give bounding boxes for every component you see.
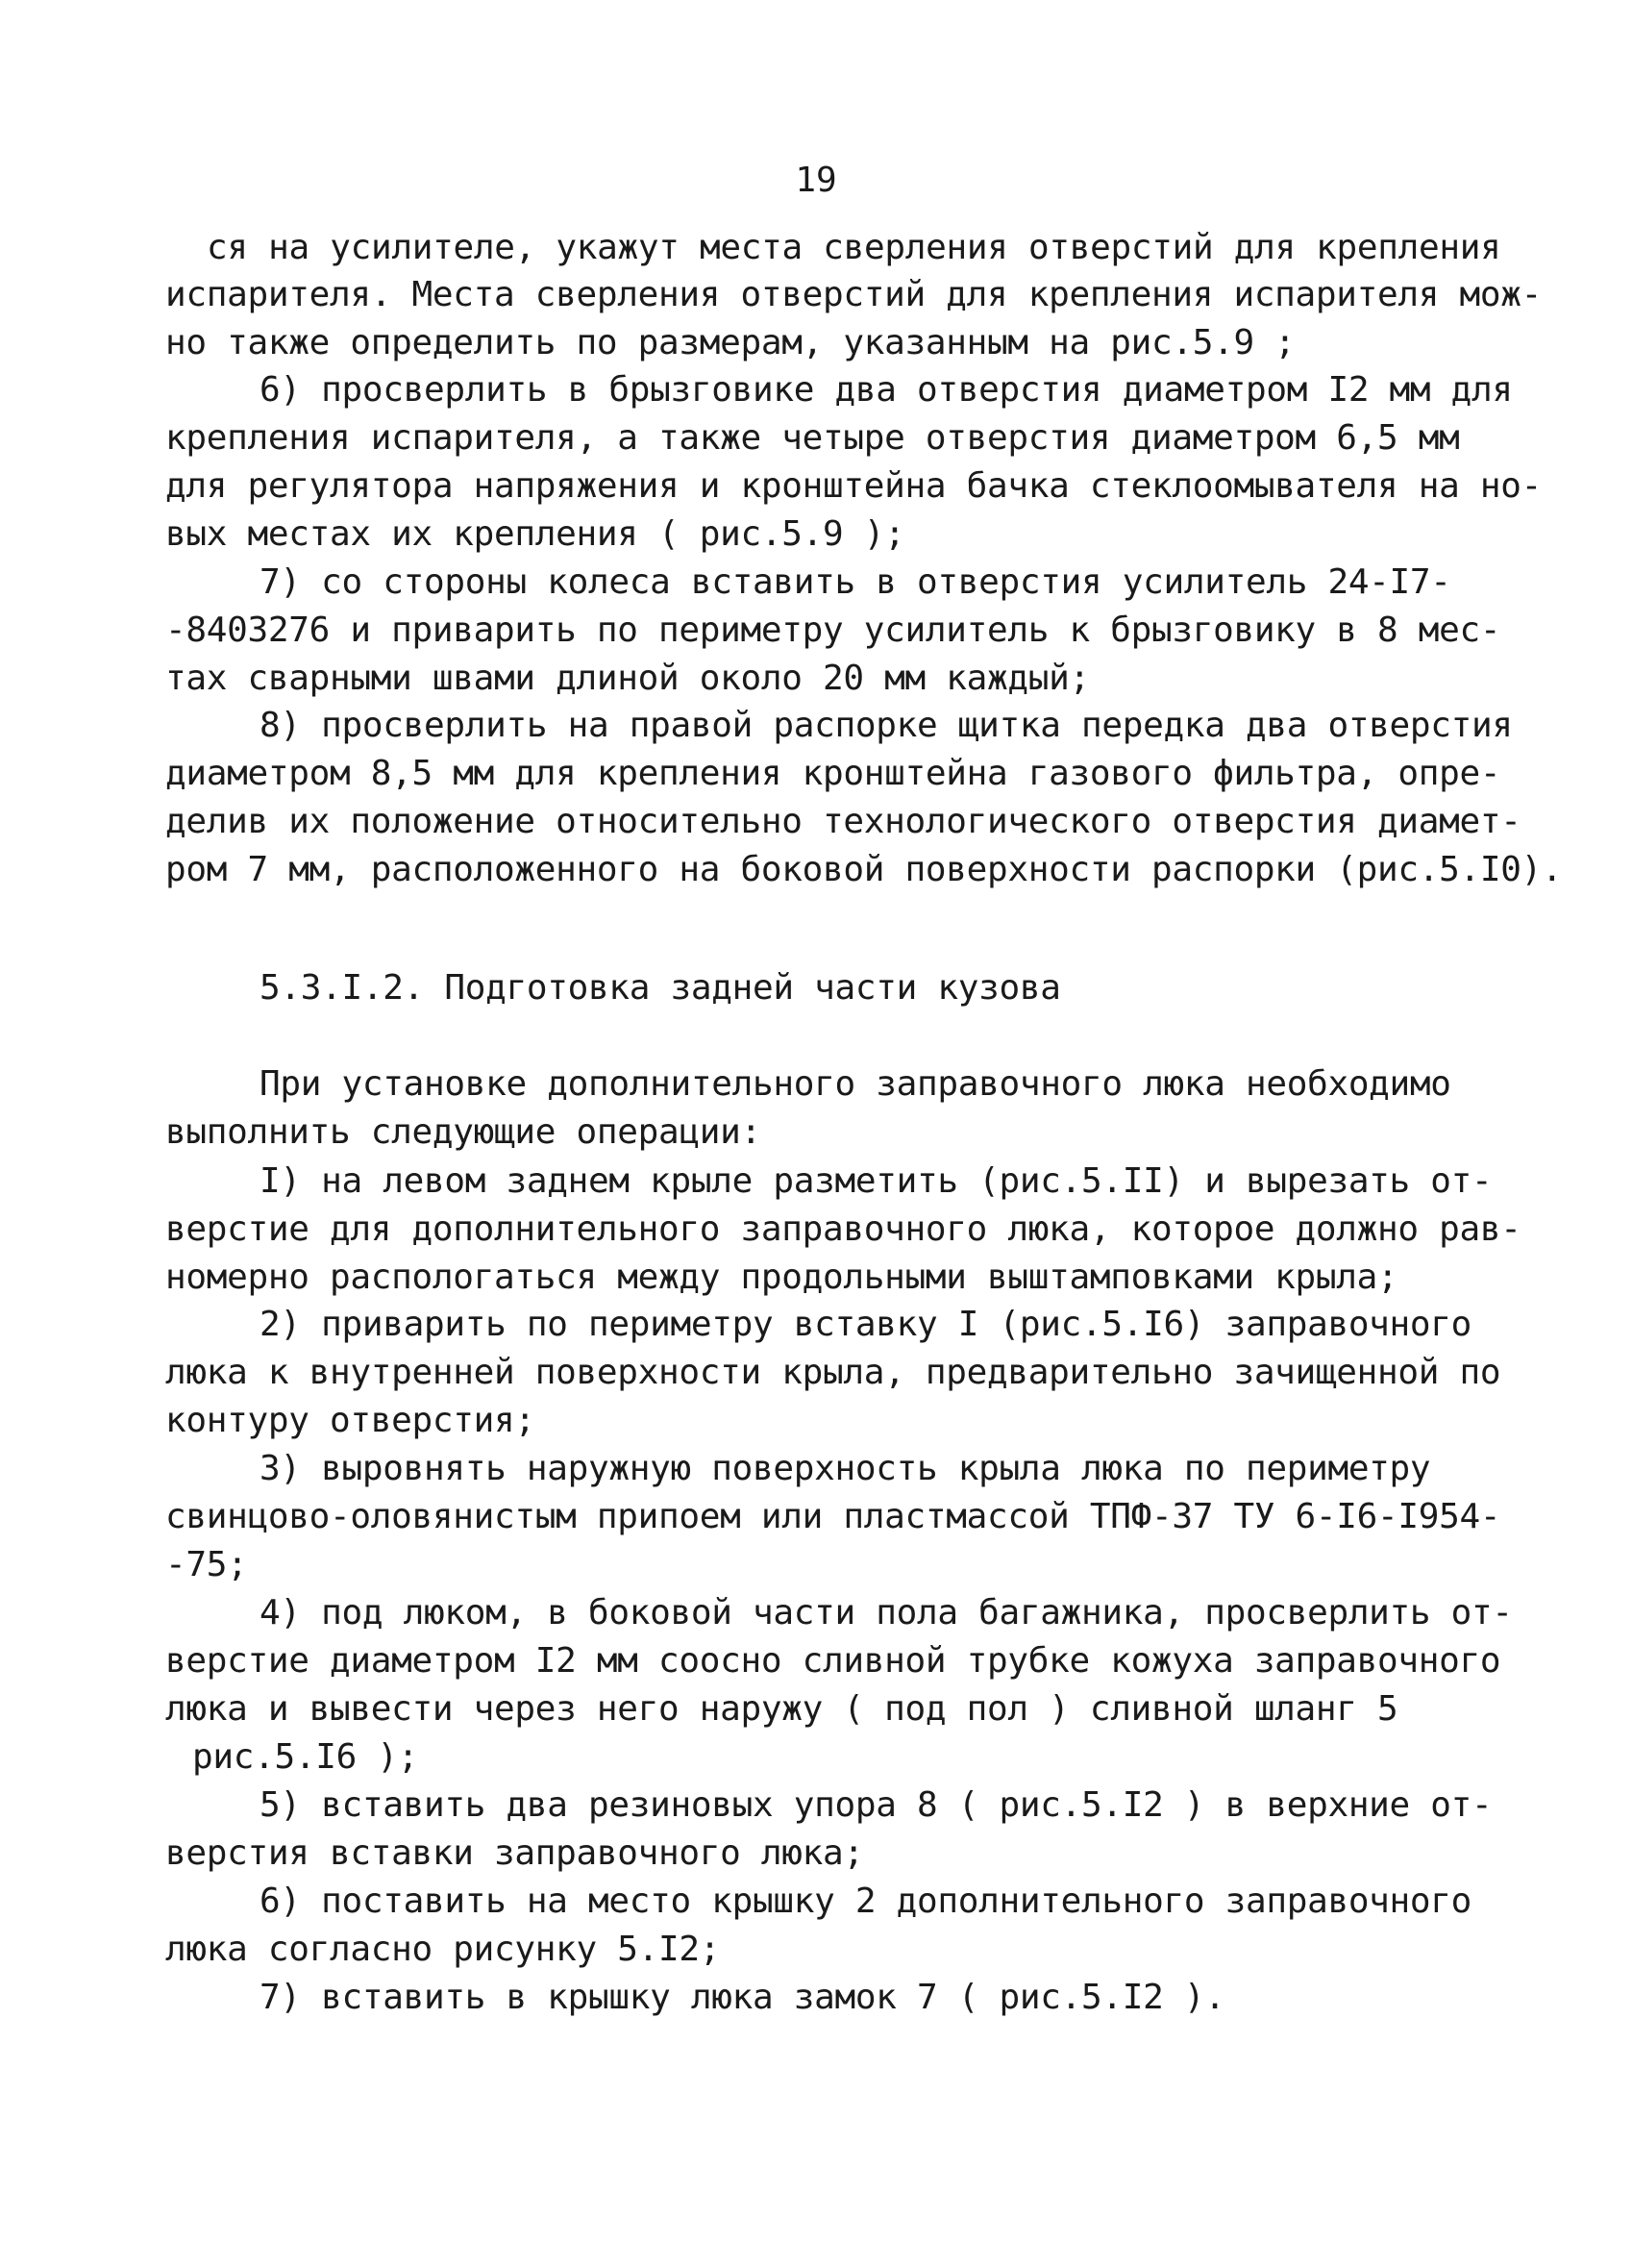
- text-line: люка и вывести через него наружу ( под пол ) сливной шланг 5: [165, 1689, 1398, 1729]
- page-number: 19: [795, 161, 837, 200]
- text-line: диаметром 8,5 мм для крепления кронштейна газового фильтра, опре-: [165, 754, 1501, 793]
- text-line: номерно распологаться между продольными выштамповками крыла;: [165, 1258, 1398, 1297]
- text-line: рис.5.I6 );: [192, 1737, 419, 1777]
- text-line: 3) выровнять наружную поверхность крыла люка по периметру: [260, 1449, 1431, 1488]
- text-line: тах сварными швами длиной около 20 мм каждый;: [165, 659, 1090, 698]
- text-line: вых местах их крепления ( рис.5.9 );: [165, 514, 905, 554]
- text-line: крепления испарителя, а также четыре отверстия диаметром 6,5 мм: [165, 418, 1460, 458]
- text-line: 8) просверлить на правой распорке щитка передка два отверстия: [260, 706, 1513, 745]
- text-line: 7) вставить в крышку люка замок 7 ( рис.5.I2 ).: [260, 1978, 1225, 2017]
- text-line: для регулятора напряжения и кронштейна бачка стеклоомывателя на но-: [165, 466, 1543, 506]
- text-line: люка к внутренней поверхности крыла, предварительно зачищенной по: [165, 1353, 1501, 1392]
- text-line: ром 7 мм, расположенного на боковой поверхности распорки (рис.5.I0).: [165, 850, 1563, 889]
- text-line: испарителя. Места сверления отверстий для крепления испарителя мож-: [165, 275, 1543, 314]
- text-line: ся на усилителе, укажут места сверления отверстий для крепления: [207, 228, 1501, 267]
- section-heading: 5.3.I.2. Подготовка задней части кузова: [260, 968, 1061, 1008]
- text-line: верстия вставки заправочного люка;: [165, 1833, 864, 1873]
- text-line: свинцово-оловянистым припоем или пластмассой ТПФ-37 ТУ 6-I6-I954-: [165, 1497, 1501, 1536]
- text-line: верстие диаметром I2 мм соосно сливной трубке кожуха заправочного: [165, 1641, 1501, 1681]
- text-line: -75;: [165, 1545, 248, 1584]
- text-line: выполнить следующие операции:: [165, 1112, 761, 1152]
- text-line: 6) просверлить в брызговике два отверстия диаметром I2 мм для: [260, 370, 1513, 410]
- text-line: I) на левом заднем крыле разметить (рис.5.II) и вырезать от-: [260, 1161, 1493, 1201]
- text-line: но также определить по размерам, указанным на рис.5.9 ;: [165, 323, 1296, 362]
- text-line: делив их положение относительно технологического отверстия диамет-: [165, 802, 1521, 841]
- text-line: верстие для дополнительного заправочного люка, которое должно рав-: [165, 1209, 1521, 1249]
- text-line: 5) вставить два резиновых упора 8 ( рис.5.I2 ) в верхние от-: [260, 1785, 1493, 1825]
- text-line: -8403276 и приварить по периметру усилитель к брызговику в 8 мес-: [165, 611, 1501, 650]
- text-line: 6) поставить на место крышку 2 дополнительного заправочного: [260, 1882, 1472, 1921]
- text-line: 4) под люком, в боковой части пола багажника, просверлить от-: [260, 1593, 1513, 1632]
- text-line: 2) приварить по периметру вставку I (рис.5.I6) заправочного: [260, 1305, 1472, 1344]
- text-line: 7) со стороны колеса вставить в отверстия усилитель 24-I7-: [260, 562, 1451, 602]
- text-line: контуру отверстия;: [165, 1401, 535, 1440]
- text-line: При установке дополнительного заправочного люка необходимо: [260, 1064, 1451, 1104]
- text-line: люка согласно рисунку 5.I2;: [165, 1930, 721, 1969]
